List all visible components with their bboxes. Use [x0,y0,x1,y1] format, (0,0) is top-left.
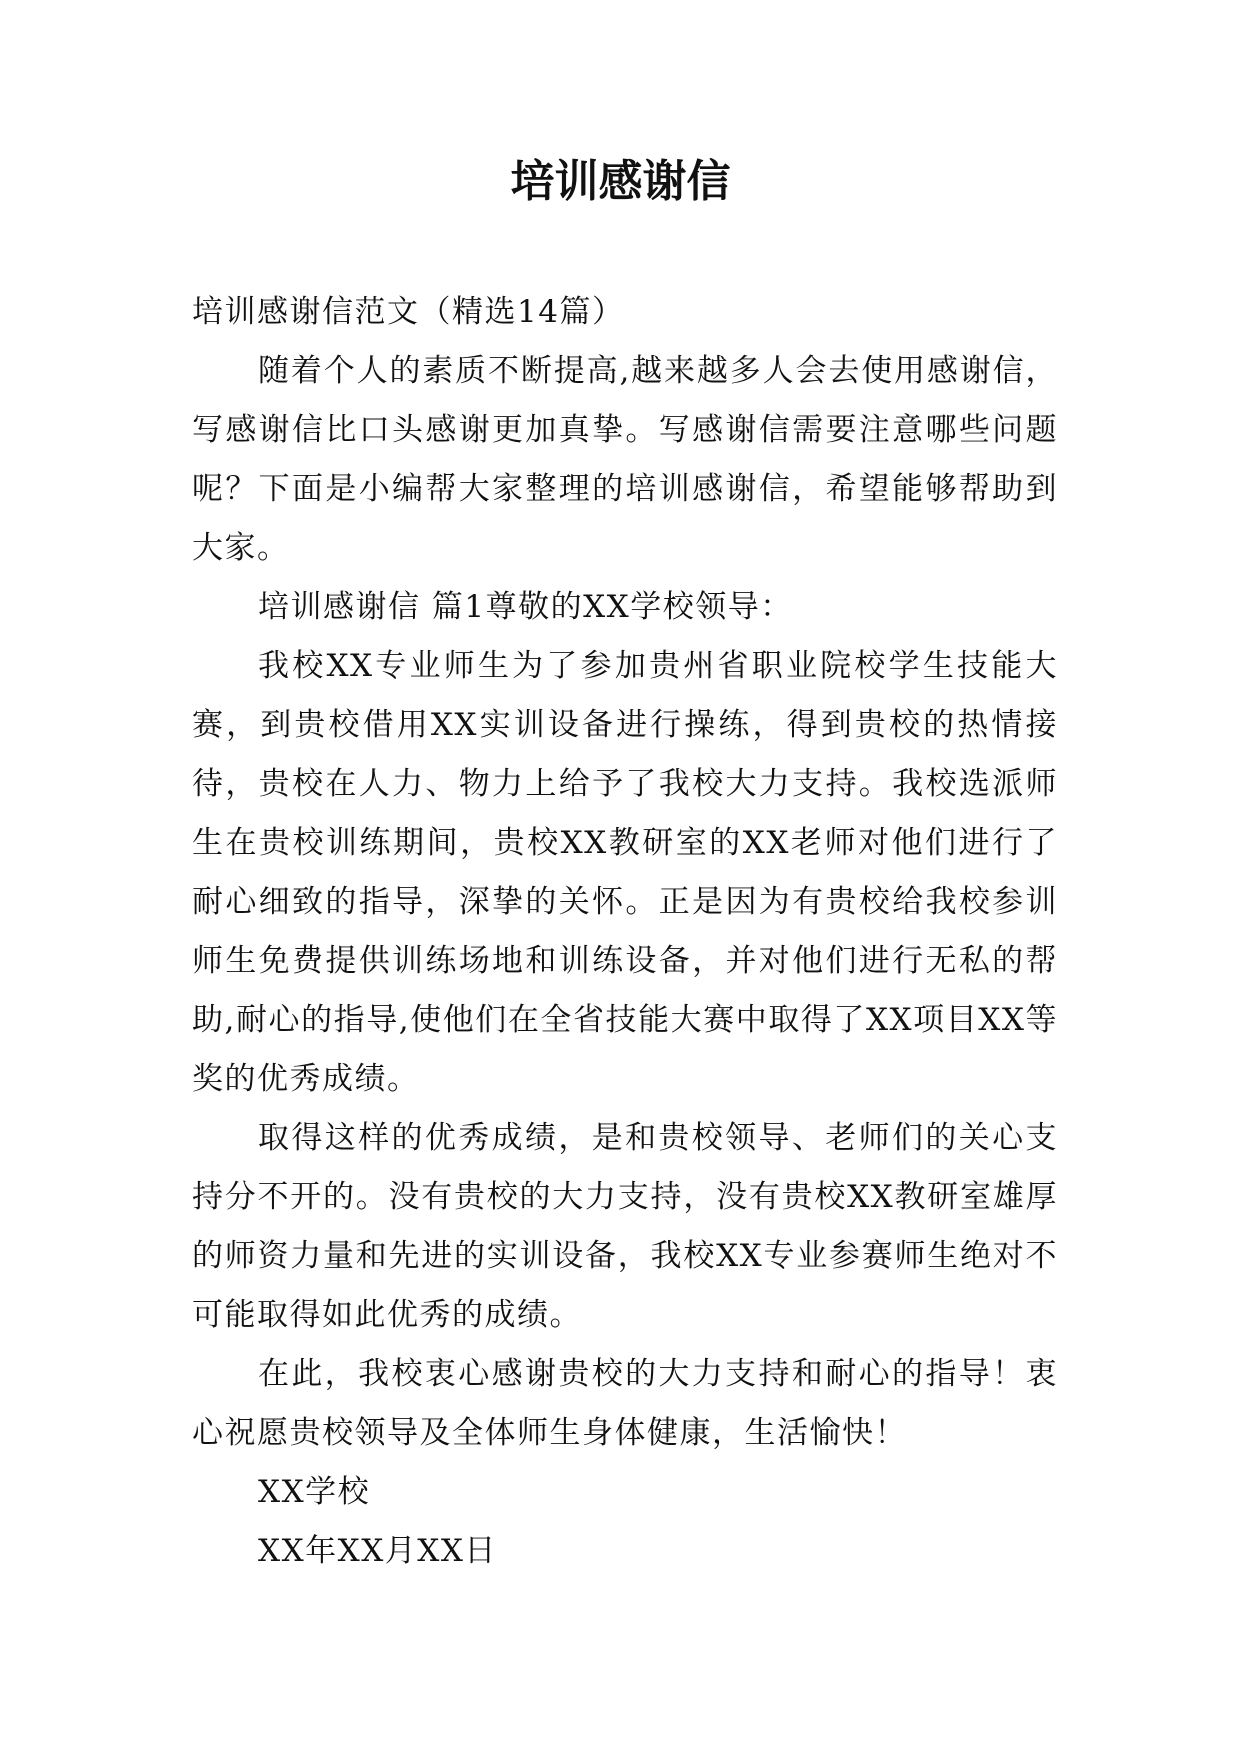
intro-paragraph: 随着个人的素质不断提高,越来越多人会去使用感谢信，写感谢信比口头感谢更加真挚。写感谢信需要注意哪些问题呢？下面是小编帮大家整理的培训感谢信，希望能够帮助到大家。 [192,353,1058,566]
document-body [192,283,1058,1581]
letter-date: XX年XX月XX日 [258,1533,497,1569]
letter-paragraph-1: 我校XX专业师生为了参加贵州省职业院校学生技能大赛，到贵校借用XX实训设备进行操练，得到贵校的热情接待，贵校在人力、物力上给予了我校大力支持。我校选派师生在贵校训练期间，贵校XX教研室的XX老师对他们进行了耐心细致的指导，深挚的关怀。正是因为有贵校给我校参训师生免费提供训练场地和训练设备，并对他们进行无私的帮助,耐心的指导,使他们在全省技能大赛中取得了XX项目XX等奖的优秀成绩。 [192,648,1058,1097]
letter-signature: XX学校 [258,1474,371,1510]
letter-paragraph-3: 在此，我校衷心感谢贵校的大力支持和耐心的指导！衷心祝愿贵校领导及全体师生身体健康，生活愉快！ [192,1356,1058,1451]
document-subtitle: 培训感谢信范文（精选14篇） [192,294,625,330]
document-title: 培训感谢信 [510,156,731,207]
letter-paragraph-2: 取得这样的优秀成绩，是和贵校领导、老师们的关心支持分不开的。没有贵校的大力支持，没有贵校XX教研室雄厚的师资力量和先进的实训设备，我校XX专业参赛师生绝对不可能取得如此优秀的成绩。 [192,1120,1058,1333]
letter-salutation: 培训感谢信 篇1尊敬的XX学校领导： [258,589,793,625]
